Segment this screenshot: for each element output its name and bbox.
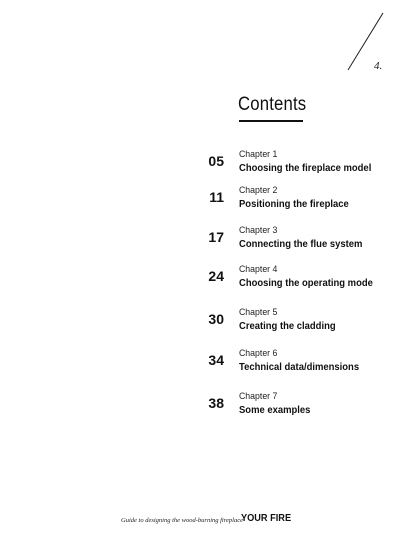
toc-chapter-label: Chapter 5 [239, 307, 278, 318]
toc-chapter-label: Chapter 7 [239, 391, 278, 402]
toc-chapter-label: Chapter 6 [239, 348, 278, 359]
toc-page-number: 05 [208, 153, 224, 169]
toc-page-number: 38 [208, 395, 224, 411]
toc-entry-chapter-4[interactable] [0, 264, 400, 298]
footer-brand: YOUR FIRE [241, 513, 292, 524]
contents-title: Contents [238, 94, 307, 115]
toc-page-number: 34 [208, 352, 224, 368]
toc-chapter-label: Chapter 4 [239, 264, 278, 275]
toc-page-number: 17 [208, 229, 224, 245]
toc-entry-chapter-2[interactable] [0, 185, 400, 219]
toc-page-number: 11 [209, 189, 224, 205]
toc-chapter-title[interactable]: Connecting the flue system [239, 238, 363, 250]
toc-chapter-title[interactable]: Some examples [239, 404, 311, 416]
toc-chapter-label: Chapter 3 [239, 225, 278, 236]
toc-entry-chapter-1[interactable] [0, 149, 400, 183]
toc-chapter-title[interactable]: Technical data/dimensions [239, 361, 360, 373]
footer-guide-text: Guide to designing the wood-burning fireplace [121, 517, 243, 524]
toc-entry-chapter-5[interactable] [0, 307, 400, 341]
toc-chapter-title[interactable]: Choosing the fireplace model [239, 162, 372, 174]
toc-chapter-title[interactable]: Choosing the operating mode [239, 277, 373, 289]
toc-page-number: 30 [208, 311, 224, 327]
toc-entry-chapter-6[interactable] [0, 348, 400, 382]
toc-chapter-label: Chapter 1 [239, 149, 278, 160]
toc-entry-chapter-7[interactable] [0, 391, 400, 425]
toc-chapter-label: Chapter 2 [239, 185, 278, 196]
toc-entry-chapter-3[interactable] [0, 225, 400, 259]
toc-chapter-title[interactable]: Creating the cladding [239, 320, 336, 332]
toc-page-number: 24 [208, 268, 224, 284]
toc-chapter-title[interactable]: Positioning the fireplace [239, 198, 349, 210]
page-number: 4. [374, 60, 383, 72]
